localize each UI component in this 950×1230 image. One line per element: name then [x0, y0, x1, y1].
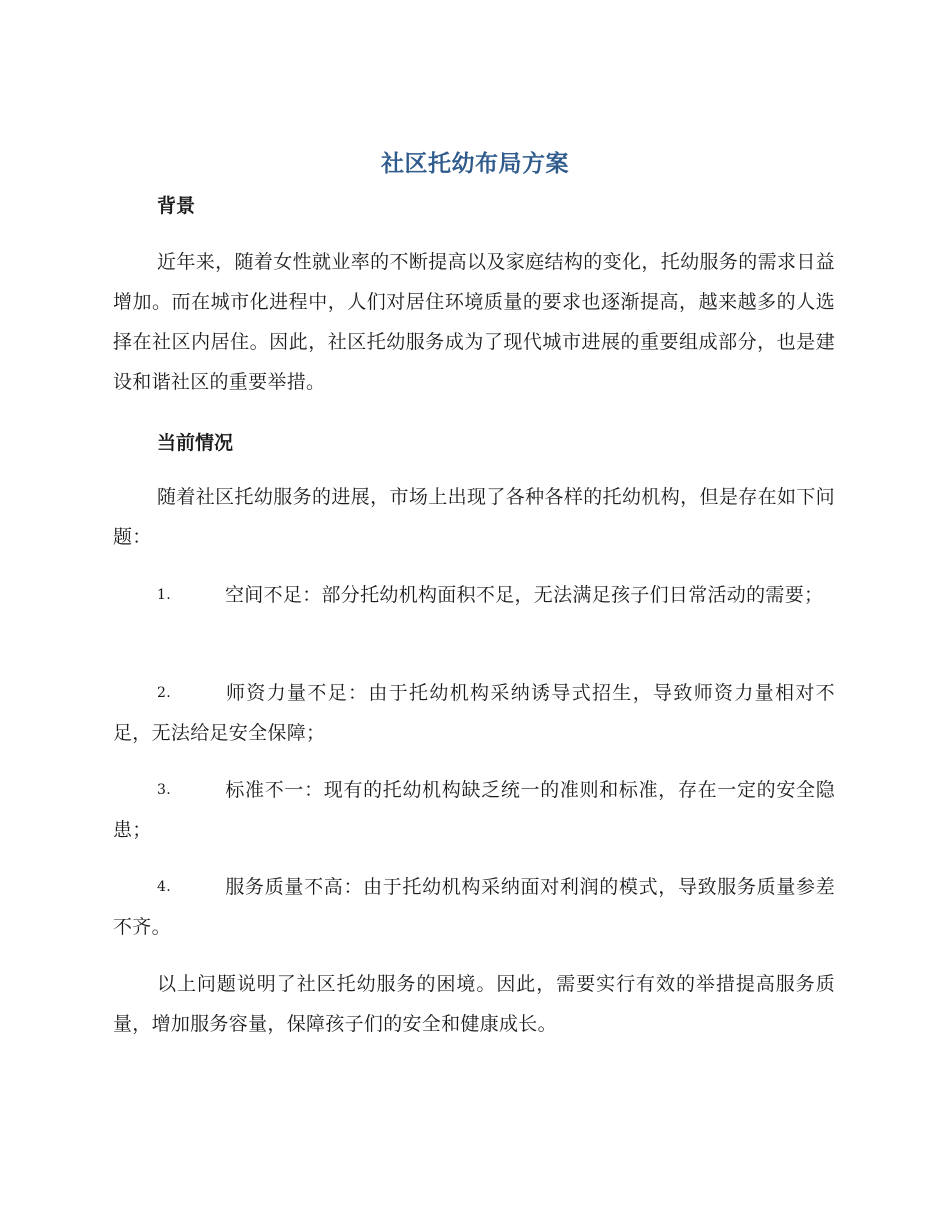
list-item-number: 2.: [157, 685, 171, 701]
list-item-text: 空间不足：部分托幼机构面积不足，无法满足孩子们日常活动的需要；: [225, 584, 824, 606]
document-title: 社区托幼布局方案: [381, 151, 569, 177]
section-heading-background: 背景: [157, 195, 196, 217]
section-heading-current-situation: 当前情况: [157, 432, 234, 454]
list-item: [113, 867, 835, 947]
list-item: [113, 673, 835, 753]
list-item-number: 1.: [157, 587, 171, 603]
list-item-text: 服务质量不高：由于托幼机构采纳面对利润的模式，导致服务质量参差不齐。: [113, 876, 835, 938]
list-item-number: 3.: [157, 782, 171, 798]
list-item-number: 4.: [157, 879, 171, 895]
background-paragraph: 近年来，随着女性就业率的不断提高以及家庭结构的变化，托幼服务的需求日益增加。而在城市化进程中，人们对居住环境质量的要求也逐渐提高，越来越多的人选择在社区内居住。因此，社区托幼服务成为了现代城市进展的重要组成部分，也是建设和谐社区的重要举措。: [113, 251, 835, 393]
list-item-text: 标准不一：现有的托幼机构缺乏统一的准则和标准，存在一定的安全隐患；: [113, 779, 835, 841]
list-item-text: 师资力量不足：由于托幼机构采纳诱导式招生，导致师资力量相对不足，无法给足安全保障；: [113, 682, 835, 744]
list-item: [113, 575, 835, 615]
conclusion-paragraph: 以上问题说明了社区托幼服务的困境。因此，需要实行有效的举措提高服务质量，增加服务容量，保障孩子们的安全和健康成长。: [113, 973, 835, 1035]
list-item: [113, 770, 835, 850]
current-situation-intro: 随着社区托幼服务的进展，市场上出现了各种各样的托幼机构，但是存在如下问题：: [113, 486, 835, 548]
